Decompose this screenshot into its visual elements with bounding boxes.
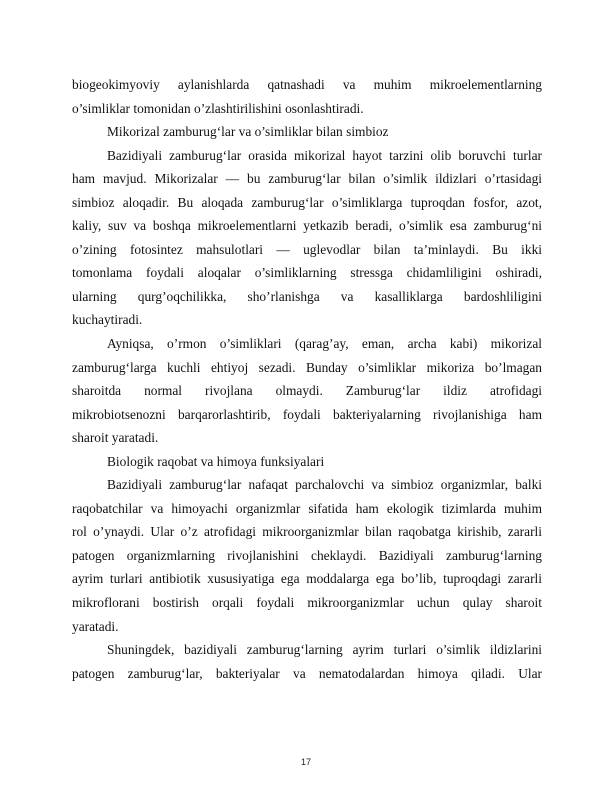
text-line-22: ayrim turlari antibiotik xususiyatiga ega moddalarga ega bo’lib, tuproqdagi zararli (72, 571, 542, 587)
text-line-25: Shuningdek, bazidiyali zamburug‘larning ayrim turlari o’simlik ildizlarini (107, 642, 542, 658)
text-line-7: kaliy, suv va boshqa mikroelementlarni yetkazib beradi, o’simlik esa zamburug‘ni (72, 218, 542, 234)
text-line-26: patogen zamburug‘lar, bakteriyalar va nematodalardan himoya qiladi. Ular (72, 665, 542, 681)
text-line-11: kuchaytiradi. (72, 312, 143, 328)
section-heading-mycorrhiza: Mikorizal zamburug‘lar va o’simliklar bilan simbioz (107, 124, 389, 140)
text-line-23: mikroflorani bostirish orqali foydali mikroorganizmlar uchun qulay sharoit (72, 595, 542, 611)
text-line-2: o’simliklar tomonidan o’zlashtirilishini osonlashtiradi. (72, 100, 364, 116)
text-line-1: biogeokimyoviy aylanishlarda qatnashadi va muhim mikroelementlarning (72, 77, 542, 92)
text-line-8: o’zining fotosintez mahsulotlari — uglevodlar bilan ta’minlaydi. Bu ikki (72, 241, 542, 257)
text-line-9: tomonlama foydali aloqalar o’simliklarning stressga chidamliligini oshiradi, (72, 265, 542, 281)
text-line-13: zamburug‘larga kuchli ehtiyoj sezadi. Bunday o’simliklar mikoriza bo’lmagan (72, 359, 542, 375)
text-line-21: patogen organizmlarning rivojlanishini cheklaydi. Bazidiyali zamburug‘larning (72, 547, 542, 563)
text-line-16: sharoit yaratadi. (72, 430, 159, 446)
text-line-15: mikrobiotsenozni barqarorlashtirib, foydali bakteriyalarning rivojlanishiga ham (72, 406, 542, 422)
text-line-14: sharoitda normal rivojlana olmaydi. Zamburug‘lar ildiz atrofidagi (72, 383, 542, 399)
text-line-19: raqobatchilar va himoyachi organizmlar sifatida ham ekologik tizimlarda muhim (72, 500, 542, 516)
text-line-4: Bazidiyali zamburug‘lar orasida mikorizal hayot tarzini olib boruvchi turlar (107, 147, 542, 163)
section-heading-competition: Biologik raqobat va himoya funksiyalari (107, 453, 325, 469)
text-line-12: Ayniqsa, o’rmon o’simliklari (qarag’ay, eman, archa kabi) mikorizal (107, 336, 542, 352)
page-number: 17 (300, 757, 311, 767)
text-line-24: yaratadi. (72, 618, 119, 634)
document-page (72, 73, 542, 685)
text-line-20: rol o’ynaydi. Ular o’z atrofidagi mikroorganizmlar bilan raqobatga kirishib, zararli (72, 524, 542, 540)
text-line-18: Bazidiyali zamburug‘lar nafaqat parchalovchi va simbioz organizmlar, balki (107, 477, 542, 493)
text-line-5: ham mavjud. Mikorizalar — bu zamburug‘lar bilan o’simlik ildizlari o’rtasidagi (72, 171, 542, 187)
text-line-6: simbioz aloqadir. Bu aloqada zamburug‘lar o’simliklarga tuproqdan fosfor, azot, (72, 194, 542, 210)
text-line-10: ularning qurg’oqchilikka, sho’rlanishga va kasalliklarga bardoshliligini (72, 288, 542, 304)
